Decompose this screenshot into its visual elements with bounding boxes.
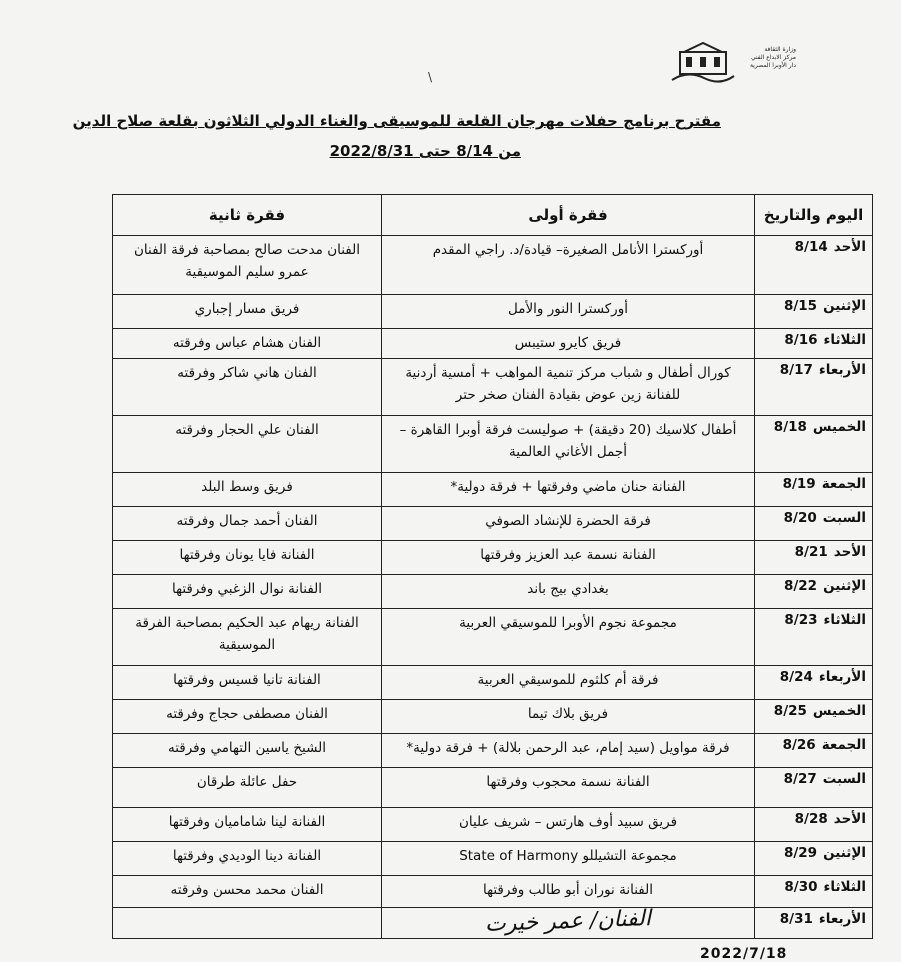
second-act: الفنانة ريهام عبد الحكيم بمصاحبة الفرقة الموسيقية <box>113 609 382 666</box>
handwritten-signature: الفنان/ عمر خيرت <box>484 906 652 937</box>
second-act: الفنان علي الحجار وفرقته <box>113 416 382 473</box>
weekday: الثلاثاء <box>823 612 866 628</box>
day-cell <box>755 666 873 700</box>
first-act: مجموعة التشيللو State of Harmony <box>382 842 755 876</box>
day-cell <box>755 609 873 666</box>
header-first: فقرة أولى <box>382 195 755 236</box>
first-act: الفنانة نسمة عبد العزيز وفرقتها <box>382 541 755 575</box>
table-row <box>113 876 873 908</box>
date: 8/26 <box>782 737 816 753</box>
day-cell <box>755 295 873 329</box>
first-act-signature <box>382 908 755 939</box>
day-cell <box>755 416 873 473</box>
table-row <box>113 734 873 768</box>
first-act: كورال أطفال و شباب مركز تنمية المواهب + أمسية أردنية للفنانة زين عوض بقيادة الفنان صخر حتر <box>382 359 755 416</box>
table-row <box>113 541 873 575</box>
first-act: أطفال كلاسيك (20 دقيقة) + صوليست فرقة أوبرا القاهرة – أجمل الأغاني العالمية <box>382 416 755 473</box>
day-cell <box>755 734 873 768</box>
first-act: الفنانة نسمة محجوب وفرقتها <box>382 768 755 808</box>
date: 8/18 <box>773 419 807 435</box>
date: 8/19 <box>782 476 816 492</box>
second-act: الفنانة دينا الوديدي وفرقتها <box>113 842 382 876</box>
day-cell <box>755 876 873 908</box>
date: 8/21 <box>794 544 828 560</box>
day-cell <box>755 473 873 507</box>
day-cell <box>755 236 873 295</box>
second-act: الفنان مصطفى حجاج وفرقته <box>113 700 382 734</box>
schedule-table <box>112 194 873 939</box>
ministry-logo <box>668 40 738 86</box>
date: 8/27 <box>783 771 817 787</box>
second-act: الفنان هشام عباس وفرقته <box>113 329 382 359</box>
first-act: فرقة أم كلثوم للموسيقي العربية <box>382 666 755 700</box>
weekday: الأحد <box>833 811 866 827</box>
table-row <box>113 295 873 329</box>
first-act: الفنانة نوران أبو طالب وفرقتها <box>382 876 755 908</box>
weekday: الجمعة <box>821 476 866 492</box>
date: 8/29 <box>783 845 818 861</box>
table-row <box>113 768 873 808</box>
date: 8/24 <box>779 669 813 685</box>
weekday: الإثنين <box>823 578 866 594</box>
weekday: الخميس <box>812 419 866 435</box>
second-act: حفل عائلة طرقان <box>113 768 382 808</box>
weekday: الأربعاء <box>818 669 866 685</box>
date: 8/31 <box>779 911 813 927</box>
table-row <box>113 359 873 416</box>
second-act: فريق مسار إجباري <box>113 295 382 329</box>
header-day: اليوم والتاريخ <box>755 195 873 236</box>
day-cell <box>755 575 873 609</box>
second-act: الفنانة نوال الزغبي وفرقتها <box>113 575 382 609</box>
second-act: الفنانة لينا شاماميان وفرقتها <box>113 808 382 842</box>
weekday: الأربعاء <box>818 362 866 378</box>
weekday: الأربعاء <box>818 911 866 927</box>
table-row <box>113 666 873 700</box>
table-row <box>113 700 873 734</box>
day-cell <box>755 808 873 842</box>
table-row <box>113 908 873 939</box>
first-act: فريق كايرو ستيبس <box>382 329 755 359</box>
weekday: الإثنين <box>823 845 866 861</box>
first-act: أوركسترا النور والأمل <box>382 295 755 329</box>
second-act <box>113 908 382 939</box>
date: 8/20 <box>783 510 817 526</box>
date: 8/28 <box>794 811 828 827</box>
table-body <box>113 236 873 939</box>
day-cell <box>755 541 873 575</box>
first-act: فريق سبيد أوف هارتس – شريف عليان <box>382 808 755 842</box>
date: 8/16 <box>784 332 818 348</box>
first-act: مجموعة نجوم الأوبرا للموسيقي العربية <box>382 609 755 666</box>
weekday: السبت <box>822 510 866 526</box>
stray-mark: \ <box>428 70 433 84</box>
weekday: الأحد <box>833 239 866 255</box>
weekday: الإثنين <box>823 298 866 314</box>
second-act: الشيخ ياسين التهامي وفرقته <box>113 734 382 768</box>
weekday: الثلاثاء <box>823 879 866 895</box>
second-act: الفنان مدحت صالح بمصاحبة فرقة الفنان عمرو سليم الموسيقية <box>113 236 382 295</box>
date: 8/30 <box>784 879 818 895</box>
date: 8/23 <box>784 612 818 628</box>
table-row <box>113 808 873 842</box>
table-row <box>113 507 873 541</box>
date: 8/14 <box>794 239 828 255</box>
date: 8/15 <box>783 298 818 314</box>
second-act: الفنانة فايا يونان وفرقتها <box>113 541 382 575</box>
day-cell <box>755 507 873 541</box>
table-row <box>113 842 873 876</box>
first-act: فرقة الحضرة للإنشاد الصوفي <box>382 507 755 541</box>
table-row <box>113 609 873 666</box>
table-row <box>113 236 873 295</box>
table-header-row <box>113 195 873 236</box>
weekday: السبت <box>822 771 866 787</box>
day-cell <box>755 842 873 876</box>
day-cell <box>755 908 873 939</box>
second-act: الفنان أحمد جمال وفرقته <box>113 507 382 541</box>
first-act: فرقة مواويل (سيد إمام، عبد الرحمن بلالة) + فرقة دولية* <box>382 734 755 768</box>
logo-caption: وزارة الثقافة مركز الابداع الفني دار الأوبرا المصرية <box>749 46 796 69</box>
weekday: الخميس <box>812 703 866 719</box>
weekday: الأحد <box>833 544 866 560</box>
first-act: فريق بلاك تيما <box>382 700 755 734</box>
first-act: أوركسترا الأنامل الصغيرة– قيادة/د. راجي المقدم <box>382 236 755 295</box>
first-act: بغدادي بيج باند <box>382 575 755 609</box>
second-act: الفنانة تانيا قسيس وفرقتها <box>113 666 382 700</box>
weekday: الثلاثاء <box>823 332 866 348</box>
day-cell <box>755 700 873 734</box>
date: 8/17 <box>779 362 813 378</box>
page-subtitle: من 8/14 حتى 2022/8/31 <box>329 142 521 160</box>
second-act: الفنان محمد محسن وفرقته <box>113 876 382 908</box>
first-act: الفنانة حنان ماضي وفرقتها + فرقة دولية* <box>382 473 755 507</box>
document-date: 2022/7/18 <box>700 946 788 962</box>
header-second: فقرة ثانية <box>113 195 382 236</box>
table-row <box>113 575 873 609</box>
date: 8/25 <box>773 703 807 719</box>
weekday: الجمعة <box>821 737 866 753</box>
table-row <box>113 416 873 473</box>
day-cell <box>755 359 873 416</box>
date: 8/22 <box>783 578 818 594</box>
table-row <box>113 329 873 359</box>
second-act: فريق وسط البلد <box>113 473 382 507</box>
day-cell <box>755 768 873 808</box>
table-row <box>113 473 873 507</box>
day-cell <box>755 329 873 359</box>
page-title: مقترح برنامج حفلات مهرجان القلعة للموسيقى والغناء الدولي الثلاثون بقلعة صلاح الدين <box>72 112 721 130</box>
second-act: الفنان هاني شاكر وفرقته <box>113 359 382 416</box>
